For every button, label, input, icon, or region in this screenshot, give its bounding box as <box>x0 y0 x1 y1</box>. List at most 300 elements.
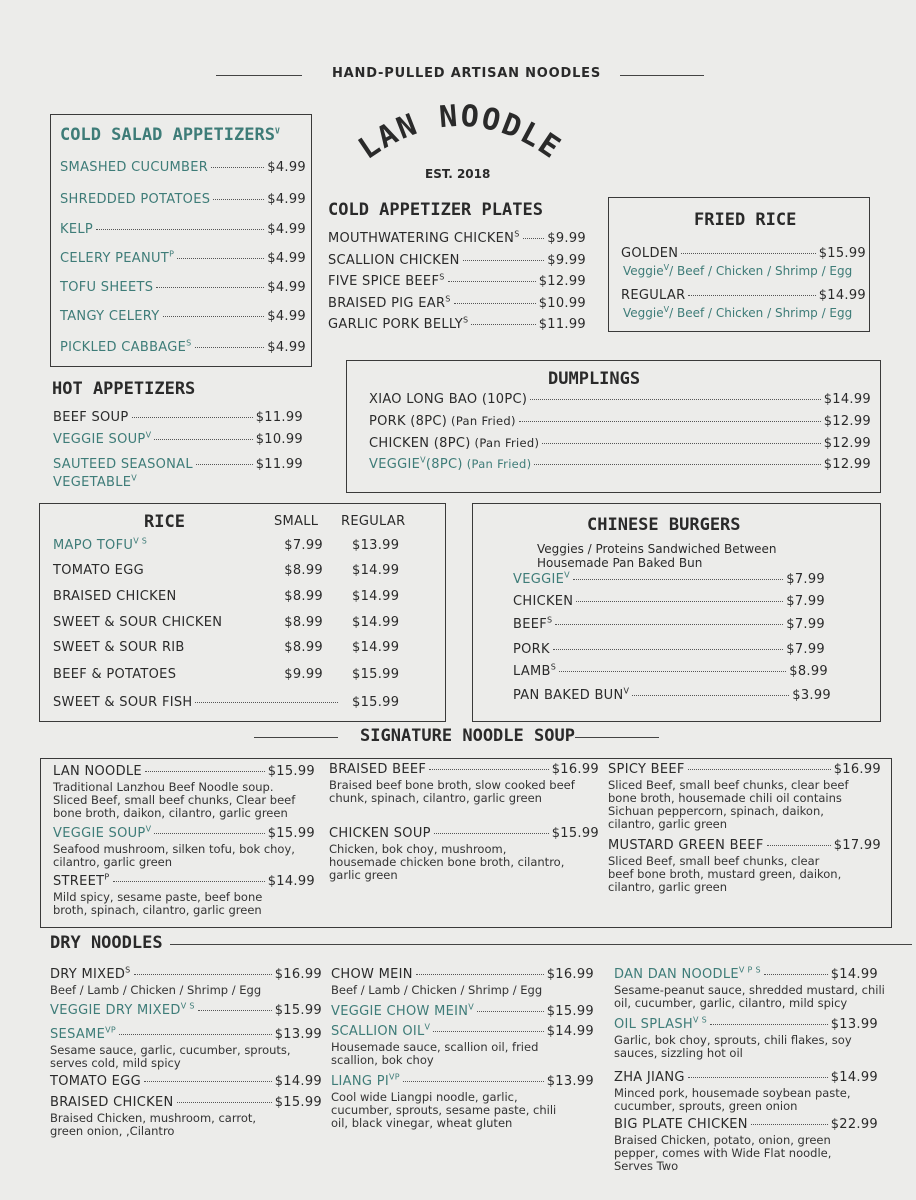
item-name <box>53 563 144 578</box>
signature-rule-left <box>254 737 338 738</box>
item-name-text: BRAISED PIG EAR <box>328 296 446 311</box>
dot-leader <box>477 1011 544 1012</box>
item-name <box>53 410 129 425</box>
item-price: $4.99 <box>267 309 306 324</box>
dry-noodle-item <box>614 967 878 982</box>
dot-leader <box>688 769 831 770</box>
rice-item <box>53 640 323 655</box>
item-name-text: DRY MIXED <box>50 967 126 982</box>
item-description: serves cold, mild spicy <box>50 1056 181 1070</box>
item-name <box>53 615 222 630</box>
item-price: $4.99 <box>267 222 306 237</box>
item-mark: P <box>169 249 175 259</box>
burger-item <box>513 572 825 587</box>
rice-item <box>53 695 341 710</box>
dot-leader <box>632 695 789 696</box>
item-name <box>328 253 460 268</box>
item-note: (Pan Fried) <box>470 436 540 450</box>
signature-item <box>329 762 599 777</box>
item-note: (Pan Fried) <box>447 414 516 428</box>
item-price: $16.99 <box>833 762 881 777</box>
item-name-text: GOLDEN <box>621 246 679 261</box>
dot-leader <box>471 324 535 325</box>
item-name <box>60 309 160 324</box>
item-description: Braised Chicken, potato, onion, green <box>614 1133 831 1147</box>
dot-leader <box>688 295 815 296</box>
cold-plate-item <box>328 296 586 311</box>
item-name <box>608 838 764 853</box>
item-name <box>621 246 678 261</box>
item-description: Housemade sauce, scallion oil, fried <box>331 1040 539 1054</box>
item-price: $15.99 <box>551 826 599 841</box>
dot-leader <box>156 287 264 288</box>
dot-leader <box>196 464 253 465</box>
item-name-text: MOUTHWATERING CHICKEN <box>328 231 515 246</box>
cold-salad-item <box>60 222 306 237</box>
item-description: cucumber, sprouts, sesame paste, chili <box>331 1103 557 1117</box>
item-name-text: BIG PLATE CHICKEN <box>614 1117 748 1132</box>
cold-salad-item <box>60 192 306 207</box>
item-mark: V <box>468 1002 475 1012</box>
item-name <box>331 967 413 982</box>
item-mark: S <box>125 965 131 975</box>
item-name <box>53 457 193 472</box>
option-veggie: Veggie <box>623 306 664 320</box>
item-name <box>369 414 516 429</box>
item-price: $11.99 <box>255 410 303 425</box>
item-name-text: TOMATO EGG <box>50 1074 141 1089</box>
item-mark: V <box>564 570 570 580</box>
item-name-text: CHICKEN (8PC) <box>369 436 471 451</box>
cold-salad-item <box>60 251 306 266</box>
item-name <box>369 436 539 451</box>
item-price: $7.99 <box>786 642 825 657</box>
cold-salad-box <box>50 114 312 367</box>
item-mark: V <box>145 824 152 834</box>
item-name-text: SMASHED CUCUMBER <box>60 160 209 175</box>
item-description: Minced pork, housemade soybean paste, <box>614 1086 851 1100</box>
dry-noodle-item <box>50 967 322 982</box>
item-price: $15.99 <box>267 826 315 841</box>
item-price: $15.99 <box>274 1003 322 1018</box>
item-mark: V S <box>180 1001 195 1011</box>
tagline: HAND-PULLED ARTISAN NOODLES <box>332 66 602 81</box>
item-name-text: GARLIC PORK BELLY <box>328 317 463 332</box>
price-small: $8.99 <box>284 640 323 655</box>
item-name-text: MAPO TOFU <box>53 538 134 553</box>
price-regular: $13.99 <box>352 538 400 553</box>
item-description: Braised Chicken, mushroom, carrot, <box>50 1111 257 1125</box>
fried-rice-options <box>623 264 852 278</box>
cold-salad-item <box>60 340 306 355</box>
item-name <box>60 160 208 175</box>
item-name-text: LIANG PI <box>331 1074 389 1089</box>
item-name-text: SWEET & SOUR FISH <box>53 695 193 710</box>
option-rest: / Beef / Chicken / Shrimp / Egg <box>669 264 853 278</box>
item-description: cucumber, sprouts, green onion <box>614 1099 798 1113</box>
item-price: $3.99 <box>792 688 831 703</box>
dot-leader <box>448 281 536 282</box>
item-description: pepper, comes with Wide Flat noodle, <box>614 1146 832 1160</box>
item-name-text: KELP <box>60 222 94 237</box>
signature-item <box>329 826 599 841</box>
item-name <box>331 1024 430 1039</box>
item-name <box>329 826 431 841</box>
signature-title: SIGNATURE NOODLE SOUP <box>360 726 575 746</box>
item-price: $8.99 <box>789 664 828 679</box>
cold-plate-item <box>328 274 586 289</box>
item-description: oil, cucumber, garlic, cilantro, mild spicy <box>614 996 848 1010</box>
dot-leader <box>688 1077 828 1078</box>
item-description: Beef / Lamb / Chicken / Shrimp / Egg <box>331 983 543 997</box>
item-name-text: SESAME <box>50 1027 106 1042</box>
rice-box <box>39 503 446 722</box>
item-name-text: CHICKEN <box>513 594 574 609</box>
item-note: (Pan Fried) <box>462 457 532 471</box>
item-price: $9.99 <box>547 231 586 246</box>
item-description: Garlic, bok choy, sprouts, chili flakes, soy <box>614 1033 852 1047</box>
item-name <box>53 538 147 553</box>
item-price: $10.99 <box>255 432 303 447</box>
item-price: $13.99 <box>546 1074 594 1089</box>
option-veggie: Veggie <box>623 264 664 278</box>
item-name-text: MUSTARD GREEN BEEF <box>608 838 764 853</box>
item-price: $7.99 <box>786 617 825 632</box>
item-name-rest: (8PC) <box>425 457 463 472</box>
item-mark: P <box>104 872 110 882</box>
dot-leader <box>764 974 828 975</box>
item-mark: V S <box>133 536 148 546</box>
dry-noodle-item <box>614 1070 878 1085</box>
dot-leader <box>195 702 338 703</box>
item-name <box>60 251 174 266</box>
item-name-text: REGULAR <box>621 288 686 303</box>
item-name-text: TOMATO EGG <box>53 563 144 578</box>
burger-item <box>513 688 831 703</box>
item-price: $7.99 <box>786 572 825 587</box>
rice-title: RICE <box>144 512 185 532</box>
item-name-text: SCALLION OIL <box>331 1024 425 1039</box>
item-price: $7.99 <box>786 594 825 609</box>
item-name <box>329 762 426 777</box>
dry-noodle-item <box>50 1027 322 1042</box>
fried-rice-options <box>623 306 852 320</box>
item-description: bone broth, housemade chili oil contains <box>608 791 842 805</box>
dumpling-item <box>369 457 871 472</box>
dot-leader <box>433 1031 543 1032</box>
item-name <box>53 874 110 889</box>
item-name-text: PORK (8PC) <box>369 414 448 429</box>
dot-leader <box>681 253 815 254</box>
item-description: Sliced Beef, small beef chunks, Clear beef <box>53 793 296 807</box>
established-year: EST. 2018 <box>425 167 491 181</box>
dot-leader <box>177 258 264 259</box>
item-price: $4.99 <box>267 160 306 175</box>
item-price: $16.99 <box>551 762 599 777</box>
item-name-text: VEGGIE <box>369 457 421 472</box>
item-name <box>53 640 185 655</box>
rice-col-small: SMALL <box>274 514 319 529</box>
item-price: $15.99 <box>546 1004 594 1019</box>
item-mark: V <box>145 430 152 440</box>
item-price: $4.99 <box>267 340 306 355</box>
item-name-text: SHREDDED POTATOES <box>60 192 211 207</box>
item-name <box>60 192 210 207</box>
dry-noodle-item <box>614 1117 878 1132</box>
item-price: $14.99 <box>818 288 866 303</box>
hot-appetizer-item <box>53 457 303 472</box>
dot-leader <box>429 769 549 770</box>
item-name <box>60 222 93 237</box>
item-price: $11.99 <box>255 457 303 472</box>
item-name-text: DAN DAN NOODLE <box>614 967 739 982</box>
item-name <box>328 317 468 332</box>
item-price: $12.99 <box>823 457 871 472</box>
item-price: $16.99 <box>274 967 322 982</box>
cold-plates-title: COLD APPETIZER PLATES <box>328 200 543 220</box>
option-rest: / Beef / Chicken / Shrimp / Egg <box>669 306 853 320</box>
item-description: Serves Two <box>614 1159 679 1173</box>
fried-rice-item <box>621 246 866 261</box>
item-price: $14.99 <box>546 1024 594 1039</box>
item-name-text: ZHA JIANG <box>614 1070 685 1085</box>
item-name <box>513 617 552 632</box>
item-price: $14.99 <box>830 1070 878 1085</box>
cold-plate-item <box>328 253 586 268</box>
item-description: Sesame sauce, garlic, cucumber, sprouts, <box>50 1043 291 1057</box>
item-price: $12.99 <box>538 274 586 289</box>
dot-leader <box>553 649 783 650</box>
dot-leader <box>403 1081 544 1082</box>
item-price: $22.99 <box>830 1117 878 1132</box>
item-name-text: VEGGIE SOUP <box>53 432 146 447</box>
item-name <box>50 1074 141 1089</box>
burgers-subtitle-1: Veggies / Proteins Sandwiched Between <box>537 542 777 556</box>
dot-leader <box>523 238 545 239</box>
dot-leader <box>555 624 783 625</box>
dot-leader <box>144 1081 272 1082</box>
item-name <box>53 826 151 841</box>
price-regular: $15.99 <box>352 695 400 710</box>
item-description: cilantro, garlic green <box>53 855 173 869</box>
item-name <box>614 1070 685 1085</box>
dry-noodle-item <box>50 1003 322 1018</box>
item-mark: V <box>420 455 426 465</box>
item-description: green onion, ,Cilantro <box>50 1124 175 1138</box>
signature-rule-right <box>575 737 659 738</box>
cold-salad-title: COLD SALAD $APPETIZERS^V$ <box>60 125 280 145</box>
item-name-text: PORK <box>513 642 550 657</box>
item-name <box>50 1095 174 1110</box>
item-description: garlic green <box>329 868 398 882</box>
burgers-title: CHINESE BURGERS <box>587 515 741 535</box>
option-mark: V <box>663 305 670 314</box>
item-description: cilantro, garlic green <box>608 817 728 831</box>
dot-leader <box>113 881 265 882</box>
item-description: Beef / Lamb / Chicken / Shrimp / Egg <box>50 983 262 997</box>
item-description: Cool wide Liangpi noodle, garlic, <box>331 1090 518 1104</box>
item-name <box>60 280 153 295</box>
item-name-text: BRAISED CHICKEN <box>50 1095 174 1110</box>
dot-leader <box>710 1024 828 1025</box>
item-name-text: LAMB <box>513 664 551 679</box>
item-description: Sesame-peanut sauce, shredded mustard, chili <box>614 983 885 997</box>
item-mark: S <box>547 615 553 625</box>
item-name <box>614 967 761 982</box>
item-description: Chicken, bok choy, mushroom, <box>329 842 507 856</box>
burger-item <box>513 594 825 609</box>
item-name-text: VEGGIE SOUP <box>53 826 146 841</box>
item-name-text: VEGGIE CHOW MEIN <box>331 1004 469 1019</box>
dot-leader <box>434 833 549 834</box>
item-mark: V S <box>693 1015 707 1025</box>
item-price: $14.99 <box>823 392 871 407</box>
item-name-text: SWEET & SOUR CHICKEN <box>53 615 223 630</box>
dumpling-item <box>369 436 871 451</box>
hot-appetizer-item <box>53 432 303 447</box>
dot-leader <box>576 601 783 602</box>
dot-leader <box>530 399 820 400</box>
item-name <box>328 231 520 246</box>
fried-rice-title: FRIED RICE <box>694 210 797 230</box>
price-regular: $14.99 <box>352 563 400 578</box>
cold-plate-item <box>328 317 586 332</box>
dot-leader <box>96 229 264 230</box>
item-name-text: BEEF <box>513 617 548 632</box>
item-name-text: CHICKEN SOUP <box>329 826 431 841</box>
item-price: $16.99 <box>546 967 594 982</box>
item-name-text: TOFU SHEETS <box>60 280 154 295</box>
dot-leader <box>198 1010 272 1011</box>
signature-item <box>608 838 881 853</box>
burgers-subtitle-2: Housemade Pan Baked Bun <box>537 556 703 570</box>
item-price: $14.99 <box>830 967 878 982</box>
signature-item <box>608 762 881 777</box>
item-mark: S <box>462 315 469 325</box>
item-price: $4.99 <box>267 251 306 266</box>
dot-leader <box>463 260 545 261</box>
dot-leader <box>195 347 265 348</box>
dry-noodle-item <box>614 1017 878 1032</box>
signature-item <box>53 826 315 841</box>
item-name-text: BRAISED CHICKEN <box>53 589 177 604</box>
price-small: $8.99 <box>284 589 323 604</box>
dot-leader <box>119 1034 272 1035</box>
rice-item <box>53 563 323 578</box>
item-name-text: FIVE SPICE BEEF <box>328 274 440 289</box>
item-name-text: LAN NOODLE <box>53 764 142 779</box>
item-name <box>369 392 527 407</box>
item-mark: S <box>514 229 520 239</box>
item-description: sauces, sizzling hot oil <box>614 1046 743 1060</box>
cold-salad-item <box>60 309 306 324</box>
item-price: $15.99 <box>267 764 315 779</box>
dumpling-item <box>369 392 871 407</box>
dot-leader <box>154 439 252 440</box>
hot-appetizer-wrap: $VEGETABLE^V$ <box>53 473 138 490</box>
brand-logo <box>350 100 570 170</box>
dumpling-item <box>369 414 871 429</box>
dot-leader <box>163 316 265 317</box>
item-name-text: CELERY PEANUT <box>60 251 170 266</box>
item-price: $14.99 <box>274 1074 322 1089</box>
dot-leader <box>751 1124 828 1125</box>
dot-leader <box>132 417 253 418</box>
item-name-text: XIAO LONG BAO (10PC) <box>369 392 528 407</box>
dry-rule <box>170 944 912 945</box>
dot-leader <box>416 974 544 975</box>
dot-leader <box>767 845 831 846</box>
item-mark: VP <box>388 1072 400 1082</box>
dot-leader <box>134 974 272 975</box>
dot-leader <box>542 443 820 444</box>
item-name <box>369 457 531 472</box>
item-price: $12.99 <box>823 436 871 451</box>
item-description: scallion, bok choy <box>331 1053 434 1067</box>
item-description: Sichuan peppercorn, spinach, daikon, <box>608 804 824 818</box>
hot-appetizer-item <box>53 410 303 425</box>
header-rule-left <box>216 75 302 76</box>
item-description: Sliced Beef, small beef chunks, clear <box>608 854 820 868</box>
dot-leader <box>154 833 264 834</box>
item-description: Seafood mushroom, silken tofu, bok choy, <box>53 842 295 856</box>
item-name <box>614 1017 707 1032</box>
item-name-text: OIL SPLASH <box>614 1017 693 1032</box>
price-regular: $14.99 <box>352 589 400 604</box>
item-price: $9.99 <box>547 253 586 268</box>
price-regular: $14.99 <box>352 615 400 630</box>
item-name <box>513 664 556 679</box>
signature-item <box>53 764 315 779</box>
dot-leader <box>519 421 821 422</box>
item-name-text: SPICY BEEF <box>608 762 685 777</box>
item-name <box>53 695 192 710</box>
item-name <box>328 296 451 311</box>
item-price: $13.99 <box>274 1027 322 1042</box>
dot-leader <box>573 579 783 580</box>
item-name-text: BEEF & POTATOES <box>53 667 177 682</box>
price-small: $9.99 <box>284 667 323 682</box>
rice-item <box>53 615 323 630</box>
item-description: Braised beef bone broth, slow cooked beef <box>329 778 575 792</box>
burger-item <box>513 617 825 632</box>
dry-noodle-item <box>331 1074 594 1089</box>
item-name-text: CHOW MEIN <box>331 967 413 982</box>
item-mark: V <box>623 686 630 696</box>
signature-item <box>53 874 315 889</box>
item-name <box>53 432 151 447</box>
price-regular: $14.99 <box>352 640 400 655</box>
burger-item <box>513 642 825 657</box>
item-name-text: BEEF SOUP <box>53 410 129 425</box>
item-name-text: SWEET & SOUR RIB <box>53 640 185 655</box>
dot-leader <box>213 199 264 200</box>
item-price: $10.99 <box>538 296 586 311</box>
dot-leader <box>559 671 786 672</box>
item-name <box>621 288 685 303</box>
item-description: broth, spinach, cilantro, garlic green <box>53 903 262 917</box>
dot-leader <box>534 464 820 465</box>
price-small: $8.99 <box>284 615 323 630</box>
item-price: $17.99 <box>833 838 881 853</box>
fried-rice-item <box>621 288 866 303</box>
item-name <box>614 1117 748 1132</box>
item-name <box>50 967 131 982</box>
item-name-text: PICKLED CABBAGE <box>60 340 187 355</box>
price-regular: $15.99 <box>352 667 400 682</box>
item-name <box>513 642 550 657</box>
item-description: beef bone broth, mustard green, daikon, <box>608 867 842 881</box>
